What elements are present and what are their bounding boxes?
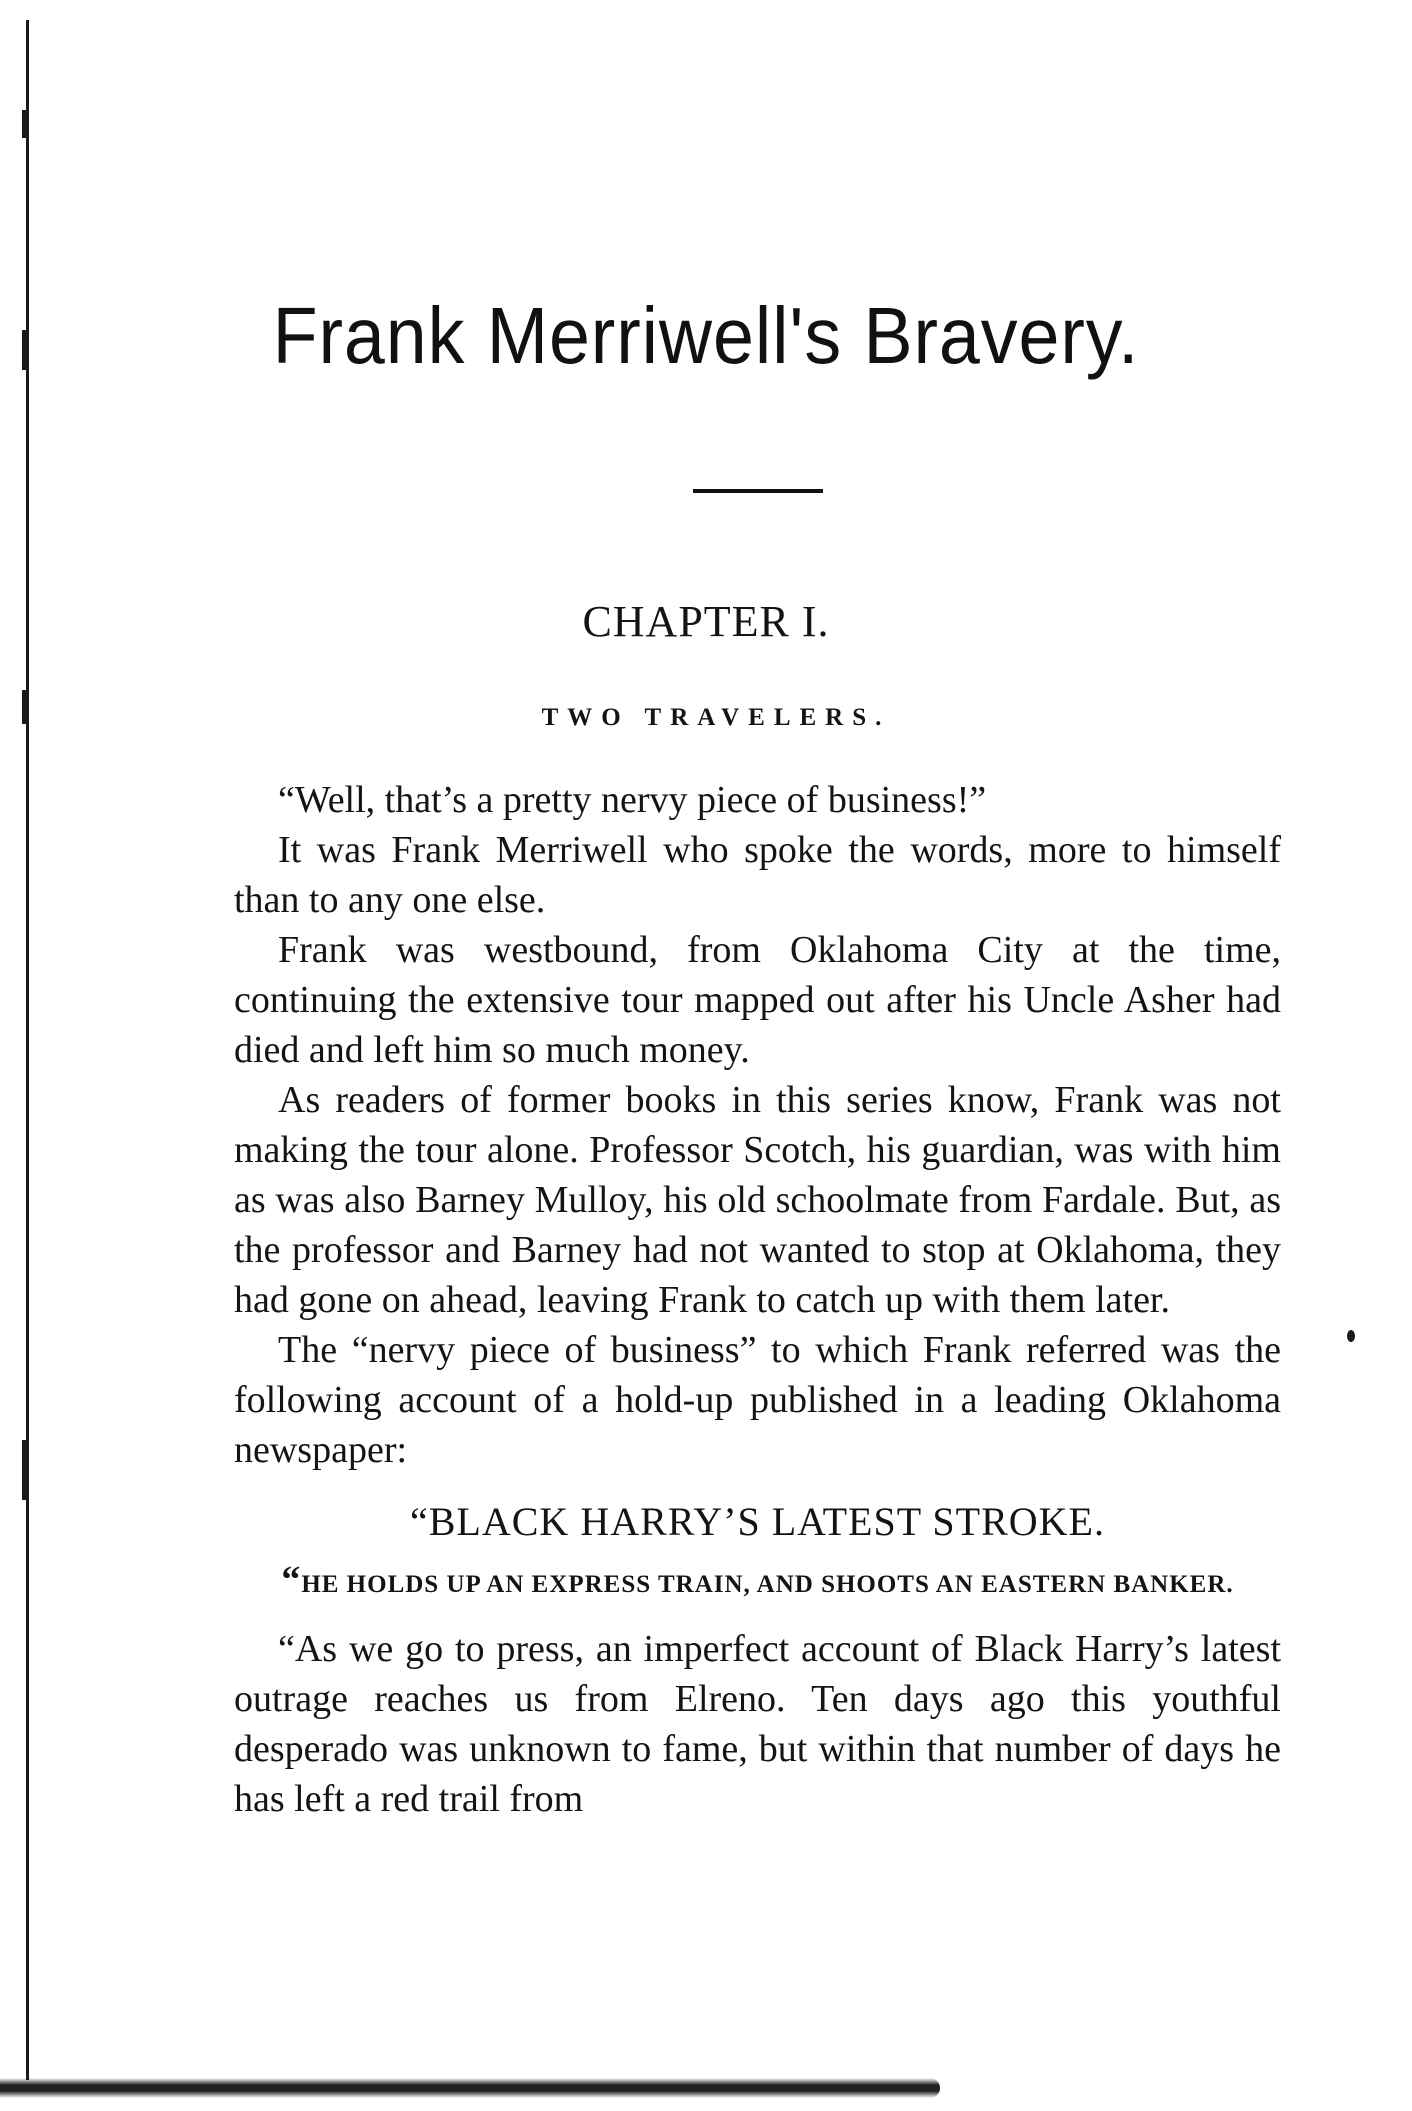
book-title: Frank Merriwell's Bravery. (272, 291, 1140, 380)
paragraph: Frank was westbound, from Oklahoma City at the time, continuing the extensive tour mapped out after his Uncle Asher had died and left him so much money. (234, 929, 1281, 1071)
chapter-heading: CHAPTER I. (582, 597, 830, 646)
paragraph: It was Frank Merriwell who spoke the words, more to himself than to any one else. (234, 829, 1281, 921)
binding-mark (22, 110, 28, 138)
paragraph: The “nervy piece of business” to which Frank referred was the following account of a hold-up published in a leading Oklahoma newspaper: (234, 1329, 1281, 1471)
chapter-body (234, 775, 1281, 1824)
binding-mark (22, 330, 28, 370)
article-body: “As we go to press, an imperfect account of Black Harry’s latest outrage reaches us from Elreno. Ten days ago this youthful desperado was unknown to fame, but within that number of days he has left a red trail from (234, 1628, 1281, 1820)
article-subheadline-text: HE HOLDS UP AN EXPRESS TRAIN, AND SHOOTS AN EASTERN BANKER. (301, 1571, 1234, 1598)
title-divider (693, 489, 823, 493)
scan-shadow (0, 2078, 940, 2098)
ink-spot (1347, 1330, 1355, 1342)
article-headline: “BLACK HARRY’S LATEST STROKE. (410, 1499, 1105, 1544)
paragraph: “Well, that’s a pretty nervy piece of business!” (278, 779, 987, 821)
paragraph: As readers of former books in this series know, Frank was not making the tour alone. Professor Scotch, his guardian, was with him as was also Barney Mulloy, his old schoolmate from Fardale. But, as the professor and Barney had not wanted to stop at Oklahoma, they had gone on ahead, leaving Frank to catch up with them later. (234, 1079, 1281, 1321)
opening-quote-mark: “ (281, 1559, 302, 1601)
binding-edge (26, 20, 29, 2080)
article-subheadline (234, 1555, 1281, 1610)
chapter-subtitle: TWO TRAVELERS. (541, 704, 891, 731)
binding-mark (22, 1440, 28, 1500)
